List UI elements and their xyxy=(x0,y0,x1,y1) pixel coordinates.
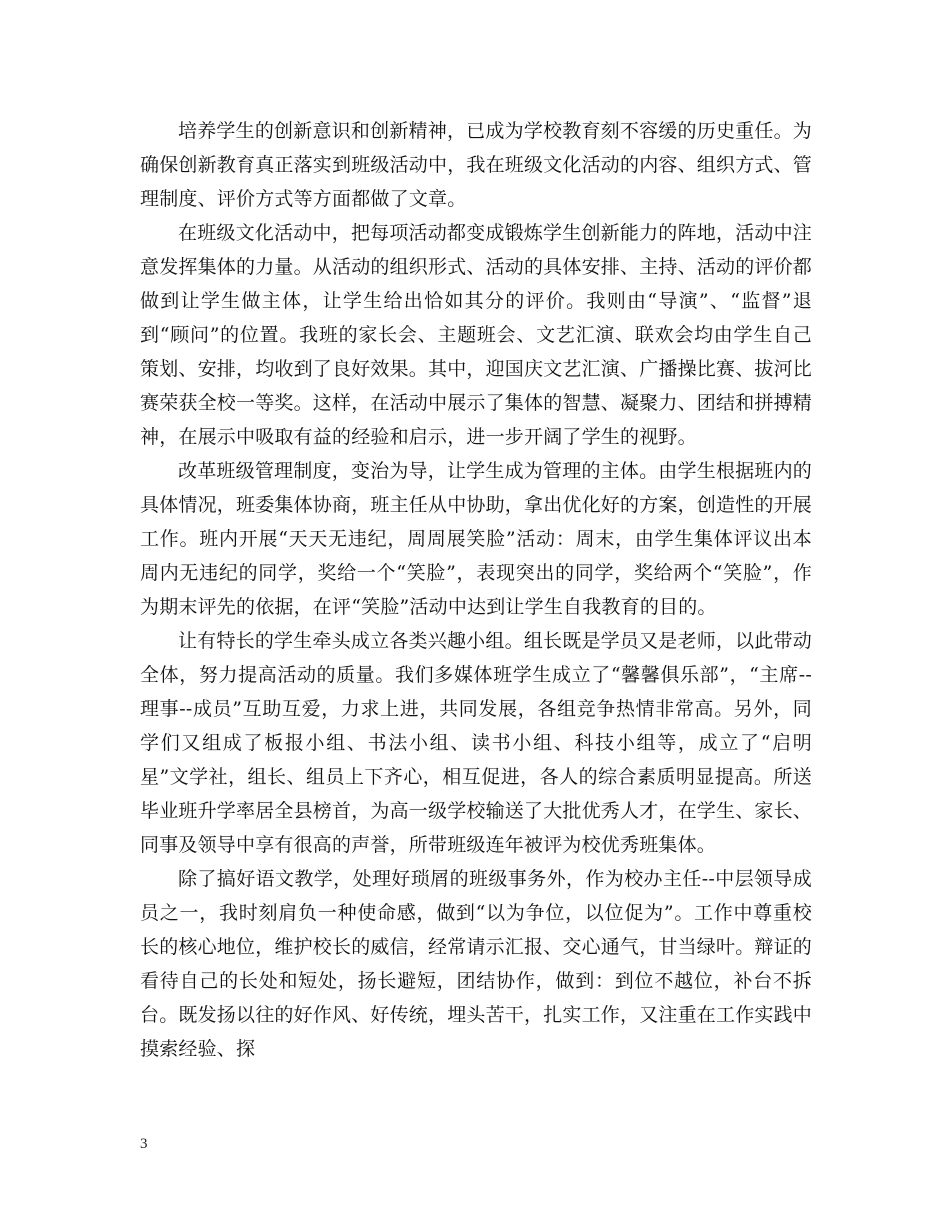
paragraph-class-activities: 在班级文化活动中，把每项活动都变成锻炼学生创新能力的阵地，活动中注意发挥集体的力量。从活动的组织形式、活动的具体安排、主持、活动的评价都做到让学生做主体，让学生给出恰如其分的评价。我则由“导演”、“监督”退到“顾问”的位置。我班的家长会、主题班会、文艺汇演、联欢会均由学生自己策划、安排，均收到了良好效果。其中，迎国庆文艺汇演、广播操比赛、拔河比赛荣获全校一等奖。这样，在活动中展示了集体的智慧、凝聚力、团结和拼搏精神，在展示中吸取有益的经验和启示，进一步开阔了学生的视野。 xyxy=(140,222,813,448)
document-body xyxy=(140,114,812,1066)
page-number: 3 xyxy=(140,1136,148,1152)
paragraph-innovation-mission: 培养学生的创新意识和创新精神，已成为学校教育刻不容缓的历史重任。为确保创新教育真正落实到班级活动中，我在班级文化活动的内容、组织方式、管理制度、评价方式等方面都做了文章。 xyxy=(140,120,813,210)
paragraph-office-director: 除了搞好语文教学，处理好琐屑的班级事务外，作为校办主任--中层领导成员之一，我时刻肩负一种使命感，做到“以为争位，以位促为”。工作中尊重校长的核心地位，维护校长的威信，经常请示汇报、交心通气，甘当绿叶。辩证的看待自己的长处和短处，扬长避短，团结协作，做到：到位不越位，补台不拆台。既发扬以往的好作风、好传统，埋头苦干，扎实工作，又注重在工作实践中摸索经验、探 xyxy=(140,868,813,1060)
paragraph-management-reform: 改革班级管理制度，变治为导，让学生成为管理的主体。由学生根据班内的具体情况，班委集体协商，班主任从中协助，拿出优化好的方案，创造性的开展工作。班内开展“天天无违纪，周周展笑脸”活动：周末，由学生集体评议出本周内无违纪的同学，奖给一个“笑脸”，表现突出的同学，奖给两个“笑脸”，作为期末评先的依据，在评“笑脸”活动中达到让学生自我教育的目的。 xyxy=(140,460,813,618)
paragraph-interest-groups: 让有特长的学生牵头成立各类兴趣小组。组长既是学员又是老师，以此带动全体，努力提高活动的质量。我们多媒体班学生成立了“馨馨俱乐部”，“主席--理事--成员”互助互爱，力求上进，共同发展，各组竞争热情非常高。另外，同学们又组成了板报小组、书法小组、读书小组、科技小组等，成立了“启明星”文学社，组长、组员上下齐心，相互促进，各人的综合素质明显提高。所送毕业班升学率居全县榜首，为高一级学校输送了大批优秀人才，在学生、家长、同事及领导中享有很高的声誉，所带班级连年被评为校优秀班集体。 xyxy=(140,630,813,856)
